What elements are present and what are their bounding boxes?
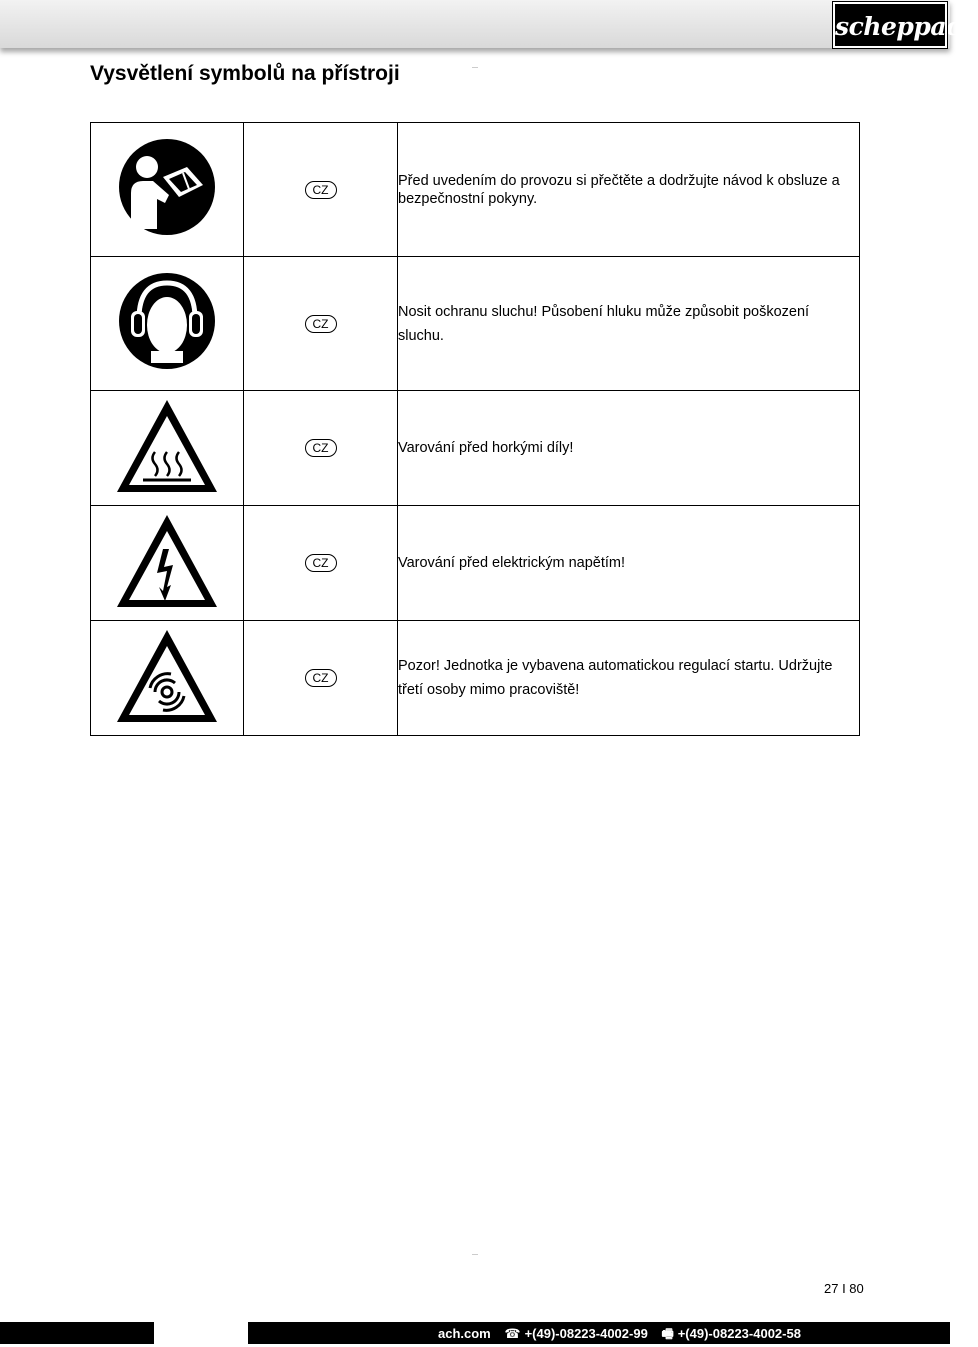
ear-protection-icon (117, 271, 217, 371)
symbol-cell (91, 391, 244, 506)
language-cell (244, 257, 398, 391)
language-badge: CZ (305, 181, 337, 199)
print-mark (472, 1254, 478, 1255)
page-title: Vysvětlení symbolů na přístroji (90, 62, 400, 85)
footer-contact (438, 1325, 811, 1347)
language-badge: CZ (305, 669, 337, 687)
website-link[interactable]: ach.com (438, 1326, 491, 1341)
fax-number: +(49)-08223-4002-58 (677, 1326, 801, 1341)
language-badge: CZ (305, 554, 337, 572)
hot-surface-warning-icon (113, 396, 221, 496)
description-cell: Před uvedením do provozu si přečtěte a dodržujte návod k obsluze a bezpečnostní pokyny. (398, 123, 860, 257)
read-manual-icon (117, 137, 217, 237)
language-cell (244, 506, 398, 621)
symbol-cell (91, 506, 244, 621)
description-cell: Varování před elektrickým napětím! (398, 506, 860, 621)
print-mark (472, 67, 478, 68)
language-badge: CZ (305, 315, 337, 333)
phone-number: +(49)-08223-4002-99 (524, 1326, 648, 1341)
table-row (91, 391, 860, 506)
electric-voltage-warning-icon (113, 511, 221, 611)
fax-icon: 🖷 (661, 1326, 674, 1341)
language-badge: CZ (305, 439, 337, 457)
page-number: 27 I 80 (824, 1281, 864, 1296)
language-cell (244, 621, 398, 736)
symbol-cell (91, 621, 244, 736)
description-cell: Nosit ochranu sluchu! Působení hluku může způsobit poškození sluchu. (398, 257, 860, 391)
footer-bar (0, 1322, 950, 1344)
symbols-table (90, 122, 860, 736)
scheppach-logo: scheppach (833, 2, 947, 48)
language-cell (244, 123, 398, 257)
table-row (91, 257, 860, 391)
language-cell (244, 391, 398, 506)
symbol-cell (91, 257, 244, 391)
table-row (91, 123, 860, 257)
table-row (91, 621, 860, 736)
symbol-cell (91, 123, 244, 257)
automatic-start-warning-icon (113, 626, 221, 726)
table-row (91, 506, 860, 621)
description-cell: Varování před horkými díly! (398, 391, 860, 506)
footer-gap (154, 1322, 248, 1344)
phone-icon: ☎ (504, 1326, 521, 1341)
description-cell: Pozor! Jednotka je vybavena automatickou regulací startu. Udržujte třetí osoby mimo pracoviště! (398, 621, 860, 736)
header-bar (0, 0, 978, 48)
